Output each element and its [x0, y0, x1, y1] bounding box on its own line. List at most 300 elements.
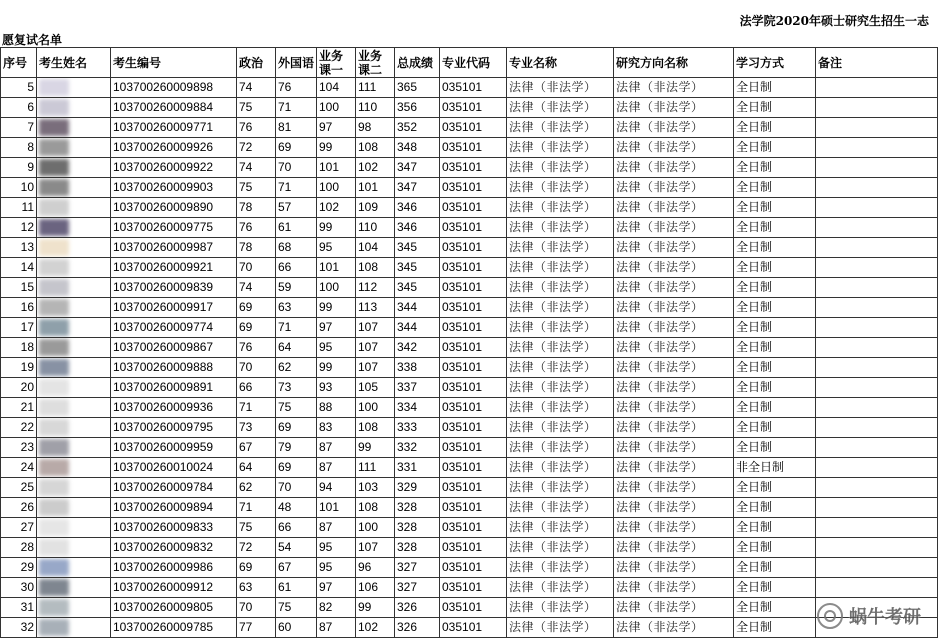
- table-row: [1, 238, 938, 258]
- name-cell: [37, 538, 111, 558]
- note-cell: [816, 78, 938, 98]
- redacted-name: [39, 499, 69, 516]
- table-row: [1, 558, 938, 578]
- seq-cell: 23: [1, 438, 37, 458]
- major-code-cell: 035101: [440, 478, 507, 498]
- language-score-cell: 75: [276, 598, 317, 618]
- language-score-cell: 71: [276, 98, 317, 118]
- study-mode-cell: 全日制: [734, 358, 816, 378]
- major-code-cell: 035101: [440, 418, 507, 438]
- major-code-cell: 035101: [440, 258, 507, 278]
- redacted-name: [39, 239, 69, 256]
- major-code-cell: 035101: [440, 138, 507, 158]
- candidate-id-cell: 103700260009785: [111, 618, 237, 638]
- total-score-cell: 334: [395, 398, 440, 418]
- major-name-cell: 法律（非法学）: [507, 518, 614, 538]
- study-mode-cell: 全日制: [734, 78, 816, 98]
- column-header: 序号: [1, 48, 37, 78]
- course1-score-cell: 99: [317, 138, 356, 158]
- note-cell: [816, 598, 938, 618]
- study-mode-cell: 全日制: [734, 498, 816, 518]
- politics-score-cell: 69: [237, 318, 276, 338]
- course1-score-cell: 100: [317, 178, 356, 198]
- table-row: [1, 218, 938, 238]
- major-name-cell: 法律（非法学）: [507, 398, 614, 418]
- study-mode-cell: 全日制: [734, 278, 816, 298]
- seq-cell: 30: [1, 578, 37, 598]
- candidate-id-cell: 103700260009898: [111, 78, 237, 98]
- note-cell: [816, 378, 938, 398]
- name-cell: [37, 238, 111, 258]
- candidate-id-cell: 103700260009884: [111, 98, 237, 118]
- politics-score-cell: 76: [237, 338, 276, 358]
- seq-cell: 9: [1, 158, 37, 178]
- note-cell: [816, 318, 938, 338]
- course1-score-cell: 87: [317, 458, 356, 478]
- candidate-id-cell: 103700260009890: [111, 198, 237, 218]
- table-row: [1, 518, 938, 538]
- study-mode-cell: 全日制: [734, 218, 816, 238]
- redacted-name: [39, 259, 69, 276]
- course1-score-cell: 82: [317, 598, 356, 618]
- seq-cell: 10: [1, 178, 37, 198]
- candidate-id-cell: 103700260009936: [111, 398, 237, 418]
- redacted-name: [39, 299, 69, 316]
- direction-name-cell: 法律（非法学）: [614, 198, 734, 218]
- seq-cell: 27: [1, 518, 37, 538]
- total-score-cell: 338: [395, 358, 440, 378]
- redacted-name: [39, 319, 69, 336]
- table-row: [1, 498, 938, 518]
- name-cell: [37, 358, 111, 378]
- name-cell: [37, 498, 111, 518]
- course1-score-cell: 99: [317, 358, 356, 378]
- watermark-label: 蜗牛考研: [849, 607, 921, 628]
- direction-name-cell: 法律（非法学）: [614, 598, 734, 618]
- total-score-cell: 345: [395, 278, 440, 298]
- total-score-cell: 342: [395, 338, 440, 358]
- redacted-name: [39, 399, 69, 416]
- course1-score-cell: 101: [317, 158, 356, 178]
- politics-score-cell: 69: [237, 558, 276, 578]
- course1-score-cell: 93: [317, 378, 356, 398]
- document-title: 法学院2020年硕士研究生招生一志: [739, 14, 929, 28]
- major-code-cell: 035101: [440, 118, 507, 138]
- note-cell: [816, 338, 938, 358]
- language-score-cell: 81: [276, 118, 317, 138]
- language-score-cell: 69: [276, 138, 317, 158]
- total-score-cell: 337: [395, 378, 440, 398]
- candidate-id-cell: 103700260009774: [111, 318, 237, 338]
- direction-name-cell: 法律（非法学）: [614, 238, 734, 258]
- major-name-cell: 法律（非法学）: [507, 618, 614, 638]
- column-header: 总成绩: [395, 48, 440, 78]
- direction-name-cell: 法律（非法学）: [614, 178, 734, 198]
- table-row: [1, 338, 938, 358]
- language-score-cell: 61: [276, 218, 317, 238]
- course2-score-cell: 111: [356, 78, 395, 98]
- course2-score-cell: 104: [356, 238, 395, 258]
- major-name-cell: 法律（非法学）: [507, 118, 614, 138]
- course2-score-cell: 99: [356, 438, 395, 458]
- note-cell: [816, 98, 938, 118]
- seq-cell: 22: [1, 418, 37, 438]
- language-score-cell: 69: [276, 418, 317, 438]
- redacted-name: [39, 139, 69, 156]
- direction-name-cell: 法律（非法学）: [614, 138, 734, 158]
- language-score-cell: 66: [276, 518, 317, 538]
- major-name-cell: 法律（非法学）: [507, 378, 614, 398]
- seq-cell: 31: [1, 598, 37, 618]
- table-row: [1, 158, 938, 178]
- column-header: 研究方向名称: [614, 48, 734, 78]
- seq-cell: 5: [1, 78, 37, 98]
- total-score-cell: 347: [395, 178, 440, 198]
- course2-score-cell: 99: [356, 598, 395, 618]
- major-name-cell: 法律（非法学）: [507, 478, 614, 498]
- table-row: [1, 258, 938, 278]
- course1-score-cell: 101: [317, 498, 356, 518]
- politics-score-cell: 70: [237, 358, 276, 378]
- direction-name-cell: 法律（非法学）: [614, 218, 734, 238]
- total-score-cell: 356: [395, 98, 440, 118]
- column-header: 专业名称: [507, 48, 614, 78]
- note-cell: [816, 418, 938, 438]
- total-score-cell: 327: [395, 558, 440, 578]
- total-score-cell: 328: [395, 498, 440, 518]
- major-code-cell: 035101: [440, 358, 507, 378]
- course1-score-cell: 95: [317, 538, 356, 558]
- candidate-id-cell: 103700260009986: [111, 558, 237, 578]
- redacted-name: [39, 559, 69, 576]
- major-code-cell: 035101: [440, 218, 507, 238]
- note-cell: [816, 258, 938, 278]
- major-name-cell: 法律（非法学）: [507, 198, 614, 218]
- direction-name-cell: 法律（非法学）: [614, 338, 734, 358]
- redacted-name: [39, 219, 69, 236]
- study-mode-cell: 全日制: [734, 438, 816, 458]
- course1-score-cell: 94: [317, 478, 356, 498]
- language-score-cell: 76: [276, 78, 317, 98]
- total-score-cell: 346: [395, 218, 440, 238]
- seq-cell: 28: [1, 538, 37, 558]
- candidate-id-cell: 103700260009987: [111, 238, 237, 258]
- redacted-name: [39, 599, 69, 616]
- total-score-cell: 345: [395, 238, 440, 258]
- major-code-cell: 035101: [440, 618, 507, 638]
- course1-score-cell: 83: [317, 418, 356, 438]
- politics-score-cell: 72: [237, 138, 276, 158]
- redacted-name: [39, 519, 69, 536]
- politics-score-cell: 69: [237, 298, 276, 318]
- major-code-cell: 035101: [440, 598, 507, 618]
- note-cell: [816, 578, 938, 598]
- candidate-id-cell: 103700260009784: [111, 478, 237, 498]
- table-row: [1, 178, 938, 198]
- course1-score-cell: 99: [317, 218, 356, 238]
- language-score-cell: 66: [276, 258, 317, 278]
- name-cell: [37, 318, 111, 338]
- study-mode-cell: 全日制: [734, 158, 816, 178]
- seq-cell: 26: [1, 498, 37, 518]
- candidate-id-cell: 103700260009805: [111, 598, 237, 618]
- direction-name-cell: 法律（非法学）: [614, 118, 734, 138]
- candidate-id-cell: 103700260009912: [111, 578, 237, 598]
- note-cell: [816, 178, 938, 198]
- note-cell: [816, 558, 938, 578]
- major-name-cell: 法律（非法学）: [507, 358, 614, 378]
- politics-score-cell: 77: [237, 618, 276, 638]
- language-score-cell: 61: [276, 578, 317, 598]
- candidate-id-cell: 103700260009926: [111, 138, 237, 158]
- redacted-name: [39, 99, 69, 116]
- table-row: [1, 358, 938, 378]
- redacted-name: [39, 279, 69, 296]
- name-cell: [37, 618, 111, 638]
- major-code-cell: 035101: [440, 398, 507, 418]
- study-mode-cell: 全日制: [734, 238, 816, 258]
- politics-score-cell: 75: [237, 178, 276, 198]
- major-name-cell: 法律（非法学）: [507, 438, 614, 458]
- column-header: 业务课一: [317, 48, 356, 78]
- course1-score-cell: 95: [317, 558, 356, 578]
- course1-score-cell: 87: [317, 618, 356, 638]
- course1-score-cell: 95: [317, 238, 356, 258]
- name-cell: [37, 78, 111, 98]
- total-score-cell: 328: [395, 518, 440, 538]
- major-code-cell: 035101: [440, 78, 507, 98]
- politics-score-cell: 74: [237, 278, 276, 298]
- major-name-cell: 法律（非法学）: [507, 498, 614, 518]
- candidate-id-cell: 103700260009922: [111, 158, 237, 178]
- course1-score-cell: 97: [317, 318, 356, 338]
- note-cell: [816, 358, 938, 378]
- total-score-cell: 332: [395, 438, 440, 458]
- language-score-cell: 70: [276, 158, 317, 178]
- language-score-cell: 62: [276, 358, 317, 378]
- table-row: [1, 598, 938, 618]
- admission-roster-table: [0, 47, 938, 638]
- direction-name-cell: 法律（非法学）: [614, 378, 734, 398]
- candidate-id-cell: 103700260009891: [111, 378, 237, 398]
- study-mode-cell: 全日制: [734, 618, 816, 638]
- total-score-cell: 333: [395, 418, 440, 438]
- seq-cell: 11: [1, 198, 37, 218]
- major-code-cell: 035101: [440, 438, 507, 458]
- politics-score-cell: 63: [237, 578, 276, 598]
- major-name-cell: 法律（非法学）: [507, 298, 614, 318]
- politics-score-cell: 74: [237, 78, 276, 98]
- candidate-id-cell: 103700260009921: [111, 258, 237, 278]
- study-mode-cell: 全日制: [734, 518, 816, 538]
- table-row: [1, 438, 938, 458]
- name-cell: [37, 98, 111, 118]
- table-row: [1, 458, 938, 478]
- name-cell: [37, 298, 111, 318]
- language-score-cell: 79: [276, 438, 317, 458]
- course1-score-cell: 100: [317, 98, 356, 118]
- course2-score-cell: 96: [356, 558, 395, 578]
- direction-name-cell: 法律（非法学）: [614, 618, 734, 638]
- seq-cell: 29: [1, 558, 37, 578]
- course2-score-cell: 107: [356, 318, 395, 338]
- politics-score-cell: 70: [237, 258, 276, 278]
- column-header: 学习方式: [734, 48, 816, 78]
- candidate-id-cell: 103700260009894: [111, 498, 237, 518]
- study-mode-cell: 全日制: [734, 178, 816, 198]
- total-score-cell: 344: [395, 318, 440, 338]
- politics-score-cell: 71: [237, 398, 276, 418]
- major-code-cell: 035101: [440, 158, 507, 178]
- redacted-name: [39, 359, 69, 376]
- major-name-cell: 法律（非法学）: [507, 98, 614, 118]
- language-score-cell: 67: [276, 558, 317, 578]
- note-cell: [816, 158, 938, 178]
- direction-name-cell: 法律（非法学）: [614, 258, 734, 278]
- seq-cell: 13: [1, 238, 37, 258]
- table-row: [1, 618, 938, 638]
- column-header: 外国语: [276, 48, 317, 78]
- seq-cell: 19: [1, 358, 37, 378]
- politics-score-cell: 66: [237, 378, 276, 398]
- major-code-cell: 035101: [440, 338, 507, 358]
- direction-name-cell: 法律（非法学）: [614, 278, 734, 298]
- course1-score-cell: 88: [317, 398, 356, 418]
- course1-score-cell: 101: [317, 258, 356, 278]
- candidate-id-cell: 103700260009903: [111, 178, 237, 198]
- column-header: 考生编号: [111, 48, 237, 78]
- major-name-cell: 法律（非法学）: [507, 278, 614, 298]
- major-name-cell: 法律（非法学）: [507, 558, 614, 578]
- major-name-cell: 法律（非法学）: [507, 258, 614, 278]
- note-cell: [816, 278, 938, 298]
- course2-score-cell: 108: [356, 498, 395, 518]
- course2-score-cell: 100: [356, 398, 395, 418]
- politics-score-cell: 76: [237, 118, 276, 138]
- course2-score-cell: 111: [356, 458, 395, 478]
- note-cell: [816, 198, 938, 218]
- course2-score-cell: 103: [356, 478, 395, 498]
- major-name-cell: 法律（非法学）: [507, 578, 614, 598]
- seq-cell: 21: [1, 398, 37, 418]
- language-score-cell: 69: [276, 458, 317, 478]
- seq-cell: 32: [1, 618, 37, 638]
- politics-score-cell: 71: [237, 498, 276, 518]
- redacted-name: [39, 619, 69, 636]
- candidate-id-cell: 103700260009771: [111, 118, 237, 138]
- note-cell: [816, 458, 938, 478]
- note-cell: [816, 498, 938, 518]
- course1-score-cell: 99: [317, 298, 356, 318]
- redacted-name: [39, 179, 69, 196]
- candidate-id-cell: 103700260009795: [111, 418, 237, 438]
- course2-score-cell: 110: [356, 98, 395, 118]
- total-score-cell: 327: [395, 578, 440, 598]
- course2-score-cell: 107: [356, 538, 395, 558]
- language-score-cell: 54: [276, 538, 317, 558]
- total-score-cell: 347: [395, 158, 440, 178]
- candidate-id-cell: 103700260009959: [111, 438, 237, 458]
- direction-name-cell: 法律（非法学）: [614, 458, 734, 478]
- name-cell: [37, 178, 111, 198]
- total-score-cell: 328: [395, 538, 440, 558]
- course2-score-cell: 101: [356, 178, 395, 198]
- course1-score-cell: 87: [317, 438, 356, 458]
- total-score-cell: 329: [395, 478, 440, 498]
- direction-name-cell: 法律（非法学）: [614, 498, 734, 518]
- politics-score-cell: 73: [237, 418, 276, 438]
- table-header-row: [1, 48, 938, 78]
- redacted-name: [39, 119, 69, 136]
- direction-name-cell: 法律（非法学）: [614, 438, 734, 458]
- study-mode-cell: 全日制: [734, 118, 816, 138]
- redacted-name: [39, 199, 69, 216]
- name-cell: [37, 598, 111, 618]
- direction-name-cell: 法律（非法学）: [614, 538, 734, 558]
- major-name-cell: 法律（非法学）: [507, 238, 614, 258]
- study-mode-cell: 全日制: [734, 598, 816, 618]
- politics-score-cell: 78: [237, 238, 276, 258]
- direction-name-cell: 法律（非法学）: [614, 418, 734, 438]
- name-cell: [37, 158, 111, 178]
- note-cell: [816, 298, 938, 318]
- politics-score-cell: 70: [237, 598, 276, 618]
- politics-score-cell: 72: [237, 538, 276, 558]
- course1-score-cell: 97: [317, 578, 356, 598]
- column-header: 考生姓名: [37, 48, 111, 78]
- major-name-cell: 法律（非法学）: [507, 78, 614, 98]
- name-cell: [37, 418, 111, 438]
- major-code-cell: 035101: [440, 378, 507, 398]
- major-name-cell: 法律（非法学）: [507, 178, 614, 198]
- major-name-cell: 法律（非法学）: [507, 458, 614, 478]
- course2-score-cell: 100: [356, 518, 395, 538]
- redacted-name: [39, 419, 69, 436]
- direction-name-cell: 法律（非法学）: [614, 358, 734, 378]
- course1-score-cell: 100: [317, 278, 356, 298]
- course1-score-cell: 104: [317, 78, 356, 98]
- study-mode-cell: 全日制: [734, 378, 816, 398]
- course2-score-cell: 106: [356, 578, 395, 598]
- note-cell: [816, 118, 938, 138]
- major-name-cell: 法律（非法学）: [507, 338, 614, 358]
- table-row: [1, 78, 938, 98]
- study-mode-cell: 全日制: [734, 338, 816, 358]
- total-score-cell: 352: [395, 118, 440, 138]
- total-score-cell: 326: [395, 618, 440, 638]
- seq-cell: 14: [1, 258, 37, 278]
- study-mode-cell: 全日制: [734, 398, 816, 418]
- language-score-cell: 59: [276, 278, 317, 298]
- study-mode-cell: 全日制: [734, 538, 816, 558]
- major-code-cell: 035101: [440, 498, 507, 518]
- total-score-cell: 344: [395, 298, 440, 318]
- politics-score-cell: 62: [237, 478, 276, 498]
- seq-cell: 25: [1, 478, 37, 498]
- column-header: 业务课二: [356, 48, 395, 78]
- politics-score-cell: 67: [237, 438, 276, 458]
- name-cell: [37, 558, 111, 578]
- table-row: [1, 298, 938, 318]
- table-row: [1, 538, 938, 558]
- major-code-cell: 035101: [440, 318, 507, 338]
- total-score-cell: 331: [395, 458, 440, 478]
- table-row: [1, 278, 938, 298]
- language-score-cell: 68: [276, 238, 317, 258]
- table-row: [1, 98, 938, 118]
- language-score-cell: 71: [276, 318, 317, 338]
- course2-score-cell: 109: [356, 198, 395, 218]
